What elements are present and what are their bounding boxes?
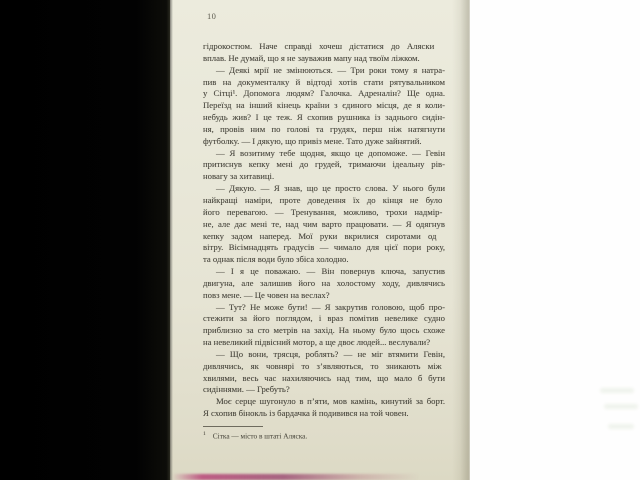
text-line: та однак після води було збіса холодно. <box>203 254 349 265</box>
text-line: Переїзд на інший кінець країни з єдиного місця, де я коли- <box>203 100 445 111</box>
text-line: Моє серце шугонуло в п’яти, мов камінь, кинутий за борт. <box>216 396 445 407</box>
text-line: новагу за хитавиці. <box>203 171 275 182</box>
text-line: найкращі наміри, проте доведення їх до кінця не було <box>203 194 443 205</box>
text-line: Я схопив бінокль із бардачка й подивився на той човен. <box>203 408 409 419</box>
text-line: приблизно за сто метрів на захід. На ньому було щось схоже <box>203 325 445 336</box>
text-line: його перевагою. — Тренування, можливо, трохи надмір- <box>203 206 443 217</box>
footnote <box>203 431 307 440</box>
bottom-edge-object <box>172 474 420 480</box>
text-line: повз мене. — Це човен на веслах? <box>203 289 330 300</box>
text-line: двигуна, але залишив його на холостому ходу, дивлячись <box>203 277 445 288</box>
text-line: небудь жив? І це теж. Я схопив рушника із заднього сидін- <box>203 112 445 123</box>
text-line: стежити за його поглядом, і враз помітив невелике судно <box>203 313 445 324</box>
show-through-smudge <box>608 424 634 429</box>
text-line: хвилями, весь час нахиляючись над тим, що мало б бути <box>203 372 445 383</box>
text-line: вітру. Вісімнадцять градусів — чимало для цієї пори року, <box>203 242 445 253</box>
text-line: вплав. Не думай, що я не зауважив мапу над твоїм ліжком. <box>203 52 420 63</box>
text-line: у Сітці¹. Допомога людям? Галочка. Адреналін? Ще одна. <box>203 88 445 99</box>
text-line: — Що вони, трясця, роблять? — не міг втямити Гевін, <box>216 348 445 359</box>
text-line: пив на документалку й відтоді хотів стати рятувальником <box>203 76 445 87</box>
text-line: на невеликий підвісний мотор, а ще двоє людей... веслували? <box>203 337 431 348</box>
text-line: — Дякую. — Я знав, що це просто слова. У нього були <box>216 183 445 194</box>
text-line: гідрокостюм. Наче справді хочеш дістатися до Аляски <box>203 41 435 51</box>
footnote-marker: 1 <box>203 431 206 437</box>
text-line: — Я возитиму тебе щодня, якщо це допоможе. — Гевін <box>216 147 445 158</box>
page-number: 10 <box>207 11 217 21</box>
footnote-divider <box>203 426 263 427</box>
background-left-dark <box>0 0 170 480</box>
show-through-smudge <box>600 388 634 393</box>
body-text <box>203 41 445 420</box>
text-line: — Деякі мрії не змінюються. — Три роки тому я натра- <box>216 64 445 75</box>
text-line: не, але дає мені те, над чим варто працювати. — Я одягнув <box>203 218 445 229</box>
text-line: футболку. — І дякую, що привіз мене. Тато дуже зайнятий. <box>203 135 422 146</box>
footnote-text: Сітка — місто в штаті Аляска. <box>212 431 308 441</box>
text-line: — Тут? Не може бути! — Я закрутив головою, щоб про- <box>216 301 445 312</box>
text-line: кепку задом наперед. Мої руки вкрилися сиротами од <box>203 230 437 241</box>
text-line: сидіннями. — Гребуть? <box>203 384 290 395</box>
show-through-smudge <box>604 404 638 409</box>
text-line: дивлячись, як човнярі то з’являються, то зникають між <box>203 360 442 371</box>
text-line: ня, провів ним по голові та грудях, перш ніж натягнути <box>203 123 445 134</box>
text-line: — І я це поважаю. — Він повернув ключа, запустив <box>216 266 445 277</box>
text-line: притиснув кепку мені до грудей, тримаючи ідеальну рів- <box>203 159 445 170</box>
book-page <box>170 0 470 480</box>
